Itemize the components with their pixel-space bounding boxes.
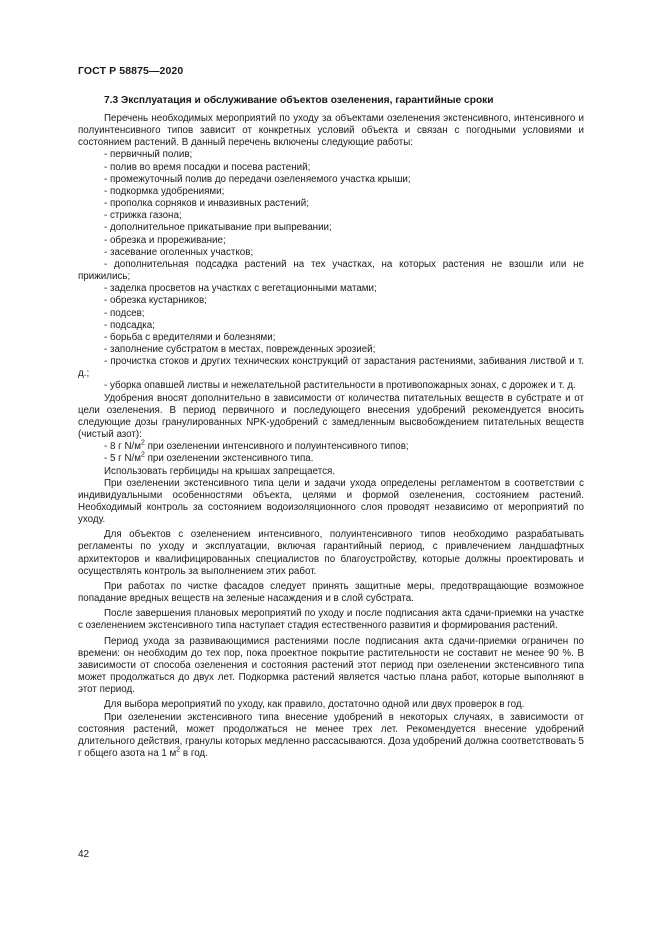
list-item: - дополнительное прикатывание при выпревании;	[104, 222, 332, 234]
dose-superscript: 2	[140, 452, 145, 460]
dose-text: при озеленении интенсивного и полуинтенсивного типов;	[144, 441, 409, 453]
list-item: - подсадка;	[104, 319, 155, 331]
list-item: - первичный полив;	[104, 149, 193, 161]
paragraph-inspections: Для выбора мероприятий по уходу, как правило, достаточно одной или двух проверок в год.	[104, 699, 525, 711]
paragraph-text: При озеленении экстенсивного типа внесение удобрений в некоторых случаях, в зависимости от состояния растений, может продолжаться не менее трех лет. Рекомендуется внесение удобрений длительного действия, гранулы которых медленно рассасываются. Доза удобрений должна соответствовать 5 г общего азота на 1 м	[78, 711, 584, 759]
page-content	[78, 94, 584, 760]
list-item: - прополка сорняков и инвазивных растений;	[104, 198, 309, 210]
list-item: - промежуточный полив до передачи озеленяемого участка крыши;	[104, 173, 411, 185]
paragraph-care-period: Период ухода за развивающимися растениями после подписания акта сдачи-приемки ограничен по времени: он необходим до тех пор, пока проектное покрытие растительности не составит не менее 90 %. В зависимости от способа озеленения и состояния растений этот период при озеленении экстенсивного типа может продолжаться до двух лет. Подкормка растений является частью плана работ, которые выполняют в этот период.	[78, 635, 584, 696]
paragraph-extensive-fertilizing	[78, 712, 584, 761]
list-item: - борьба с вредителями и болезнями;	[104, 331, 276, 343]
paragraph-fertilizer: Удобрения вносят дополнительно в зависимости от количества питательных веществ в субстрате и от цели озеленения. В период первичного и последующего внесения удобрений рекомендуется вносить следующие дозы гранулированных NPK-удобрений с замедленным высвобождением питательных веществ (чистый азот):	[78, 392, 584, 441]
paragraph-text: в год.	[180, 747, 208, 759]
list-item: - дополнительная подсадка растений на тех участках, на которых растения не взошли или не прижились;	[78, 258, 584, 283]
list-item: - полив во время посадки и посева растений;	[104, 161, 311, 173]
paragraph-natural-development: После завершения плановых мероприятий по уходу и после подписания акта сдачи-приемки на участке с озеленением экстенсивного типа наступает стадия естественного развития и формирования растений.	[78, 608, 584, 632]
page-number: 42	[78, 849, 90, 860]
fertilizer-dose-intensive	[78, 441, 584, 453]
paragraph-extensive-regulation: При озеленении экстенсивного типа цели и задачи ухода определены регламентом в соответствии с индивидуальными особенностями объекта, целями и формой озеленения, состоянием растений. Необходимый контроль за состоянием водоизоляционного слоя проводят независимо от мероприятий по уходу.	[78, 477, 584, 526]
document-standard-number: ГОСТ Р 58875—2020	[78, 65, 184, 77]
dose-text: при озеленении экстенсивного типа.	[144, 453, 314, 465]
list-item: - прочистка стоков и других технических конструкций от зарастания растениями, забивания листвой и т. д.;	[78, 356, 584, 380]
list-item: - засевание оголенных участков;	[104, 246, 254, 258]
dose-text: - 5 г N/м	[104, 453, 141, 465]
section-heading: 7.3 Эксплуатация и обслуживание объектов озеленения, гарантийные сроки	[104, 95, 494, 106]
paragraph-intensive-regulation: Для объектов с озеленением интенсивного, полуинтенсивного типов необходимо разрабатывать регламенты по уходу и эксплуатации, включая гарантийный период, с привлечением ландшафтных архитекторов и квалифицированных специалистов по благоустройству, которые должны проектировать и осуществлять контроль за выполнением этих работ.	[78, 529, 584, 577]
paragraph-work-list-intro: Перечень необходимых мероприятий по уходу за объектами озеленения экстенсивного, интенсивного и полуинтенсивного типов зависит от конкретных условий объекта и связан с погодными условиями и состоянием растений. В данный перечень включены следующие работы:	[78, 113, 584, 149]
list-item: - обрезка кустарников;	[104, 295, 207, 307]
dose-text: - 8 г N/м	[104, 441, 141, 453]
paragraph-herbicides: Использовать гербициды на крышах запрещается.	[104, 465, 336, 477]
area-superscript: 2	[176, 746, 181, 754]
paragraph-facade-cleaning: При работах по чистке фасадов следует принять защитные меры, предотвращающие возможное попадание вредных веществ на зеленые насаждения и в слой субстрата.	[78, 580, 584, 605]
list-item: - уборка опавшей листвы и нежелательной растительности в противопожарных зонах, с дорожек и т. д.	[104, 380, 576, 392]
list-item: - заполнение субстратом в местах, поврежденных эрозией;	[104, 343, 376, 355]
list-item: - подсев;	[104, 307, 145, 319]
list-item: - подкормка удобрениями;	[104, 185, 225, 197]
dose-superscript: 2	[140, 439, 145, 447]
list-item: - стрижка газона;	[104, 210, 182, 222]
list-item: - заделка просветов на участках с вегетационными матами;	[104, 283, 377, 295]
work-list	[78, 149, 584, 392]
fertilizer-dose-extensive	[78, 453, 584, 465]
list-item: - обрезка и прореживание;	[104, 234, 226, 246]
